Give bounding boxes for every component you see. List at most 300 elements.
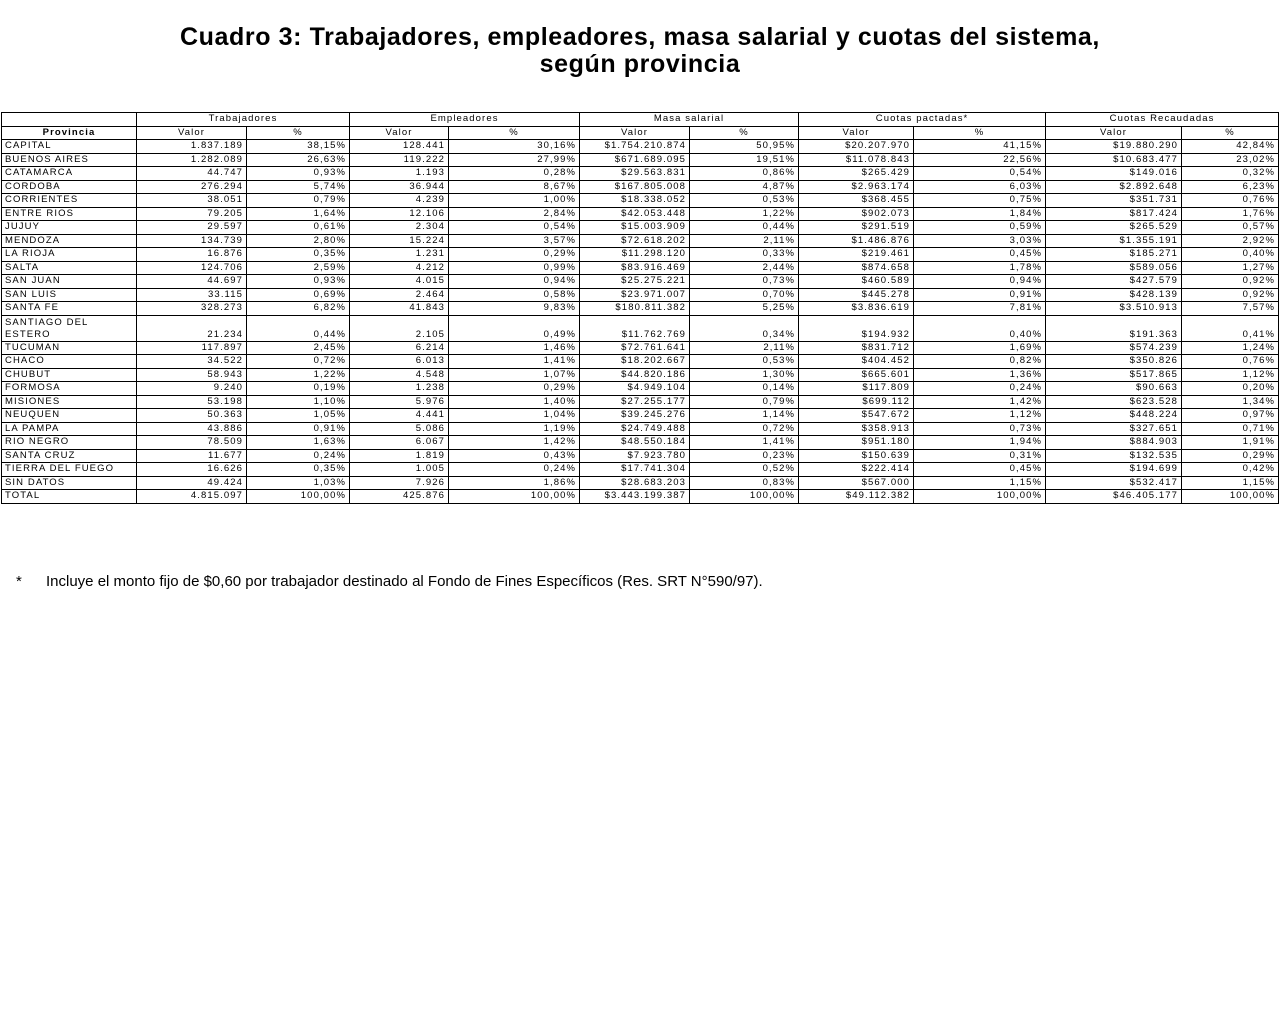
column-header: Valor — [580, 126, 690, 140]
province-cell: LA RIOJA — [2, 248, 137, 262]
value-cell: 1,15% — [914, 476, 1046, 490]
column-header: Valor — [137, 126, 247, 140]
value-cell: 0,44% — [690, 221, 799, 235]
value-cell: 0,83% — [690, 476, 799, 490]
value-cell: 0,42% — [1182, 463, 1279, 477]
province-cell: FORMOSA — [2, 382, 137, 396]
group-header: Cuotas Recaudadas — [1046, 113, 1279, 127]
table-row — [2, 436, 1279, 450]
value-cell: 1,12% — [914, 409, 1046, 423]
value-cell: $460.589 — [799, 275, 914, 289]
value-cell: $517.865 — [1046, 368, 1182, 382]
province-cell: RIO NEGRO — [2, 436, 137, 450]
value-cell: 0,44% — [247, 315, 350, 341]
value-cell: $445.278 — [799, 288, 914, 302]
province-cell: CAPITAL — [2, 140, 137, 154]
value-cell: 1.837.189 — [137, 140, 247, 154]
value-cell: $404.452 — [799, 355, 914, 369]
value-cell: $428.139 — [1046, 288, 1182, 302]
value-cell: 0,14% — [690, 382, 799, 396]
value-cell: 27,99% — [449, 153, 580, 167]
table-row — [2, 355, 1279, 369]
column-header: Valor — [799, 126, 914, 140]
table-body — [2, 140, 1279, 504]
value-cell: $874.658 — [799, 261, 914, 275]
value-cell: 3,03% — [914, 234, 1046, 248]
value-cell: 1,40% — [449, 395, 580, 409]
province-cell: SANTA CRUZ — [2, 449, 137, 463]
value-cell: 4.441 — [350, 409, 449, 423]
value-cell: $18.338.052 — [580, 194, 690, 208]
value-cell: 2,44% — [690, 261, 799, 275]
value-cell: $265.529 — [1046, 221, 1182, 235]
table-row — [2, 449, 1279, 463]
table-row — [2, 315, 1279, 341]
value-cell: $291.519 — [799, 221, 914, 235]
value-cell: $18.202.667 — [580, 355, 690, 369]
value-cell: 100,00% — [690, 490, 799, 504]
value-cell: $15.003.909 — [580, 221, 690, 235]
value-cell: 0,29% — [449, 248, 580, 262]
value-cell: 36.944 — [350, 180, 449, 194]
value-cell: $44.820.186 — [580, 368, 690, 382]
value-cell: $11.298.120 — [580, 248, 690, 262]
value-cell: $3.443.199.387 — [580, 490, 690, 504]
value-cell: $28.683.203 — [580, 476, 690, 490]
value-cell: 2.304 — [350, 221, 449, 235]
table-row — [2, 395, 1279, 409]
value-cell: $20.207.970 — [799, 140, 914, 154]
value-cell: 0,92% — [1182, 275, 1279, 289]
value-cell: 50,95% — [690, 140, 799, 154]
value-cell: 0,54% — [914, 167, 1046, 181]
value-cell: $11.762.769 — [580, 315, 690, 341]
province-cell: SANTIAGO DEL ESTERO — [2, 315, 137, 341]
value-cell: 4.815.097 — [137, 490, 247, 504]
value-cell: 0,72% — [247, 355, 350, 369]
table-row — [2, 234, 1279, 248]
value-cell: 328.273 — [137, 302, 247, 316]
value-cell: 1,86% — [449, 476, 580, 490]
value-cell: 0,19% — [247, 382, 350, 396]
value-cell: $150.639 — [799, 449, 914, 463]
value-cell: 4,87% — [690, 180, 799, 194]
value-cell: 2,84% — [449, 207, 580, 221]
value-cell: 2,11% — [690, 341, 799, 355]
value-cell: 16.626 — [137, 463, 247, 477]
value-cell: 0,35% — [247, 248, 350, 262]
value-cell: 6.067 — [350, 436, 449, 450]
value-cell: 15.224 — [350, 234, 449, 248]
value-cell: $17.741.304 — [580, 463, 690, 477]
value-cell: $368.455 — [799, 194, 914, 208]
value-cell: 1,63% — [247, 436, 350, 450]
value-cell: 0,75% — [914, 194, 1046, 208]
province-cell: SANTA FE — [2, 302, 137, 316]
value-cell: 0,91% — [247, 422, 350, 436]
value-cell: 0,35% — [247, 463, 350, 477]
value-cell: $48.550.184 — [580, 436, 690, 450]
value-cell: $884.903 — [1046, 436, 1182, 450]
value-cell: 2,80% — [247, 234, 350, 248]
value-cell: 0,28% — [449, 167, 580, 181]
value-cell: 1,30% — [690, 368, 799, 382]
value-cell: $671.689.095 — [580, 153, 690, 167]
value-cell: 0,73% — [690, 275, 799, 289]
value-cell: 0,32% — [1182, 167, 1279, 181]
value-cell: 1.005 — [350, 463, 449, 477]
value-cell: 1,03% — [247, 476, 350, 490]
value-cell: 1,94% — [914, 436, 1046, 450]
value-cell: $27.255.177 — [580, 395, 690, 409]
value-cell: 1,78% — [914, 261, 1046, 275]
value-cell: 0,79% — [690, 395, 799, 409]
value-cell: 1,05% — [247, 409, 350, 423]
value-cell: 1,41% — [449, 355, 580, 369]
table-row — [2, 463, 1279, 477]
value-cell: $589.056 — [1046, 261, 1182, 275]
value-cell: 0,61% — [247, 221, 350, 235]
value-cell: 119.222 — [350, 153, 449, 167]
value-cell: 4.015 — [350, 275, 449, 289]
sub-header-row — [2, 126, 1279, 140]
value-cell: 2.464 — [350, 288, 449, 302]
value-cell: 1,42% — [449, 436, 580, 450]
value-cell: 100,00% — [247, 490, 350, 504]
value-cell: 100,00% — [1182, 490, 1279, 504]
province-cell: CHUBUT — [2, 368, 137, 382]
value-cell: 425.876 — [350, 490, 449, 504]
table-row — [2, 302, 1279, 316]
value-cell: 0,20% — [1182, 382, 1279, 396]
footnote-mark: * — [16, 573, 22, 590]
value-cell: $2.892.648 — [1046, 180, 1182, 194]
value-cell: 34.522 — [137, 355, 247, 369]
value-cell: $90.663 — [1046, 382, 1182, 396]
value-cell: 0,29% — [1182, 449, 1279, 463]
value-cell: 1,19% — [449, 422, 580, 436]
value-cell: $72.761.641 — [580, 341, 690, 355]
value-cell: 1.819 — [350, 449, 449, 463]
value-cell: 9.240 — [137, 382, 247, 396]
value-cell: 0,23% — [690, 449, 799, 463]
value-cell: 2.105 — [350, 315, 449, 341]
value-cell: 43.886 — [137, 422, 247, 436]
footnote-text: Incluye el monto fijo de $0,60 por trabajador destinado al Fondo de Fines Específicos (Res. SRT N°590/97). — [46, 573, 763, 590]
value-cell: 1,15% — [1182, 476, 1279, 490]
value-cell: 41.843 — [350, 302, 449, 316]
value-cell: 1,12% — [1182, 368, 1279, 382]
value-cell: 1,64% — [247, 207, 350, 221]
value-cell: 44.747 — [137, 167, 247, 181]
value-cell: $350.826 — [1046, 355, 1182, 369]
value-cell: $29.563.831 — [580, 167, 690, 181]
value-cell: $327.651 — [1046, 422, 1182, 436]
table-row — [2, 140, 1279, 154]
value-cell: $448.224 — [1046, 409, 1182, 423]
value-cell: 0,24% — [449, 463, 580, 477]
value-cell: 117.897 — [137, 341, 247, 355]
value-cell: 5.976 — [350, 395, 449, 409]
province-cell: SAN JUAN — [2, 275, 137, 289]
corner-cell — [2, 113, 137, 127]
value-cell: 50.363 — [137, 409, 247, 423]
value-cell: 4.239 — [350, 194, 449, 208]
value-cell: 0,76% — [1182, 194, 1279, 208]
footnote — [16, 573, 763, 590]
province-cell: TUCUMAN — [2, 341, 137, 355]
value-cell: $574.239 — [1046, 341, 1182, 355]
value-cell: 79.205 — [137, 207, 247, 221]
province-cell: JUJUY — [2, 221, 137, 235]
value-cell: 4.548 — [350, 368, 449, 382]
value-cell: 1,69% — [914, 341, 1046, 355]
value-cell: 1,14% — [690, 409, 799, 423]
value-cell: 0,41% — [1182, 315, 1279, 341]
value-cell: 0,69% — [247, 288, 350, 302]
value-cell: 0,92% — [1182, 288, 1279, 302]
value-cell: $3.836.619 — [799, 302, 914, 316]
value-cell: 0,71% — [1182, 422, 1279, 436]
value-cell: $567.000 — [799, 476, 914, 490]
province-cell: LA PAMPA — [2, 422, 137, 436]
value-cell: 9,83% — [449, 302, 580, 316]
value-cell: 42,84% — [1182, 140, 1279, 154]
value-cell: 41,15% — [914, 140, 1046, 154]
group-header-row — [2, 113, 1279, 127]
province-cell: MENDOZA — [2, 234, 137, 248]
value-cell: 2,11% — [690, 234, 799, 248]
value-cell: 0,72% — [690, 422, 799, 436]
value-cell: 0,99% — [449, 261, 580, 275]
value-cell: $72.618.202 — [580, 234, 690, 248]
value-cell: 11.677 — [137, 449, 247, 463]
group-header: Masa salarial — [580, 113, 799, 127]
province-cell: SAN LUIS — [2, 288, 137, 302]
value-cell: 23,02% — [1182, 153, 1279, 167]
column-header: % — [1182, 126, 1279, 140]
value-cell: $951.180 — [799, 436, 914, 450]
value-cell: 49.424 — [137, 476, 247, 490]
value-cell: 30,16% — [449, 140, 580, 154]
value-cell: $427.579 — [1046, 275, 1182, 289]
province-cell: MISIONES — [2, 395, 137, 409]
value-cell: 0,31% — [914, 449, 1046, 463]
value-cell: 0,91% — [914, 288, 1046, 302]
value-cell: 0,54% — [449, 221, 580, 235]
value-cell: 0,93% — [247, 167, 350, 181]
value-cell: 26,63% — [247, 153, 350, 167]
column-header: Provincia — [2, 126, 137, 140]
value-cell: 44.697 — [137, 275, 247, 289]
value-cell: 0,94% — [914, 275, 1046, 289]
value-cell: $265.429 — [799, 167, 914, 181]
table-row — [2, 261, 1279, 275]
value-cell: 6,03% — [914, 180, 1046, 194]
value-cell: $10.683.477 — [1046, 153, 1182, 167]
value-cell: $1.355.191 — [1046, 234, 1182, 248]
value-cell: 1,34% — [1182, 395, 1279, 409]
value-cell: $194.932 — [799, 315, 914, 341]
value-cell: 0,53% — [690, 355, 799, 369]
value-cell: $11.078.843 — [799, 153, 914, 167]
value-cell: $1.486.876 — [799, 234, 914, 248]
value-cell: $19.880.290 — [1046, 140, 1182, 154]
value-cell: 1,42% — [914, 395, 1046, 409]
value-cell: 0,58% — [449, 288, 580, 302]
value-cell: 1.282.089 — [137, 153, 247, 167]
value-cell: 1,24% — [1182, 341, 1279, 355]
value-cell: 1,10% — [247, 395, 350, 409]
value-cell: $167.805.008 — [580, 180, 690, 194]
data-table — [1, 112, 1279, 504]
title-line-2: según provincia — [539, 50, 741, 78]
value-cell: 0,43% — [449, 449, 580, 463]
table-row — [2, 221, 1279, 235]
value-cell: 0,73% — [914, 422, 1046, 436]
value-cell: 53.198 — [137, 395, 247, 409]
value-cell: 38.051 — [137, 194, 247, 208]
value-cell: 1,22% — [247, 368, 350, 382]
value-cell: $83.916.469 — [580, 261, 690, 275]
value-cell: $219.461 — [799, 248, 914, 262]
value-cell: 2,45% — [247, 341, 350, 355]
value-cell: $532.417 — [1046, 476, 1182, 490]
value-cell: $117.809 — [799, 382, 914, 396]
value-cell: 0,40% — [1182, 248, 1279, 262]
table-row — [2, 490, 1279, 504]
value-cell: 12.106 — [350, 207, 449, 221]
value-cell: 7,57% — [1182, 302, 1279, 316]
table-row — [2, 194, 1279, 208]
value-cell: $42.053.448 — [580, 207, 690, 221]
group-header: Empleadores — [350, 113, 580, 127]
value-cell: $1.754.210.874 — [580, 140, 690, 154]
value-cell: 0,24% — [247, 449, 350, 463]
value-cell: 0,93% — [247, 275, 350, 289]
value-cell: 1,07% — [449, 368, 580, 382]
value-cell: $699.112 — [799, 395, 914, 409]
table-row — [2, 288, 1279, 302]
value-cell: 2,59% — [247, 261, 350, 275]
value-cell: 0,24% — [914, 382, 1046, 396]
province-cell: CORRIENTES — [2, 194, 137, 208]
value-cell: 100,00% — [449, 490, 580, 504]
value-cell: 0,70% — [690, 288, 799, 302]
value-cell: $817.424 — [1046, 207, 1182, 221]
value-cell: 0,79% — [247, 194, 350, 208]
group-header: Cuotas pactadas* — [799, 113, 1046, 127]
value-cell: 33.115 — [137, 288, 247, 302]
value-cell: $4.949.104 — [580, 382, 690, 396]
value-cell: $185.271 — [1046, 248, 1182, 262]
value-cell: 1,91% — [1182, 436, 1279, 450]
value-cell: 1.238 — [350, 382, 449, 396]
value-cell: 0,86% — [690, 167, 799, 181]
value-cell: $23.971.007 — [580, 288, 690, 302]
table-row — [2, 275, 1279, 289]
value-cell: $665.601 — [799, 368, 914, 382]
value-cell: $39.245.276 — [580, 409, 690, 423]
value-cell: 3,57% — [449, 234, 580, 248]
province-cell: CHACO — [2, 355, 137, 369]
province-cell: SALTA — [2, 261, 137, 275]
value-cell: 21.234 — [137, 315, 247, 341]
value-cell: $49.112.382 — [799, 490, 914, 504]
value-cell: $3.510.913 — [1046, 302, 1182, 316]
value-cell: 134.739 — [137, 234, 247, 248]
table-row — [2, 409, 1279, 423]
column-header: % — [449, 126, 580, 140]
value-cell: 58.943 — [137, 368, 247, 382]
province-cell: TOTAL — [2, 490, 137, 504]
value-cell: 276.294 — [137, 180, 247, 194]
value-cell: $7.923.780 — [580, 449, 690, 463]
value-cell: 128.441 — [350, 140, 449, 154]
value-cell: 124.706 — [137, 261, 247, 275]
value-cell: 7,81% — [914, 302, 1046, 316]
value-cell: $24.749.488 — [580, 422, 690, 436]
table-row — [2, 207, 1279, 221]
value-cell: $46.405.177 — [1046, 490, 1182, 504]
value-cell: $191.363 — [1046, 315, 1182, 341]
value-cell: 2,92% — [1182, 234, 1279, 248]
value-cell: 1,76% — [1182, 207, 1279, 221]
value-cell: 19,51% — [690, 153, 799, 167]
value-cell: 0,76% — [1182, 355, 1279, 369]
value-cell: 0,45% — [914, 463, 1046, 477]
province-cell: SIN DATOS — [2, 476, 137, 490]
value-cell: 29.597 — [137, 221, 247, 235]
province-cell: NEUQUEN — [2, 409, 137, 423]
value-cell: 0,49% — [449, 315, 580, 341]
value-cell: 6.214 — [350, 341, 449, 355]
column-header: Valor — [1046, 126, 1182, 140]
value-cell: 78.509 — [137, 436, 247, 450]
value-cell: 1,22% — [690, 207, 799, 221]
value-cell: 1.193 — [350, 167, 449, 181]
table-row — [2, 180, 1279, 194]
value-cell: $180.811.382 — [580, 302, 690, 316]
table-row — [2, 476, 1279, 490]
table-row — [2, 167, 1279, 181]
value-cell: $132.535 — [1046, 449, 1182, 463]
value-cell: $358.913 — [799, 422, 914, 436]
column-header: % — [247, 126, 350, 140]
column-header: Valor — [350, 126, 449, 140]
column-header: % — [914, 126, 1046, 140]
value-cell: $547.672 — [799, 409, 914, 423]
value-cell: 38,15% — [247, 140, 350, 154]
value-cell: 0,45% — [914, 248, 1046, 262]
value-cell: 5,74% — [247, 180, 350, 194]
value-cell: $831.712 — [799, 341, 914, 355]
value-cell: 1,46% — [449, 341, 580, 355]
value-cell: $194.699 — [1046, 463, 1182, 477]
title-line-1: Cuadro 3: Trabajadores, empleadores, masa salarial y cuotas del sistema, — [180, 23, 1100, 51]
value-cell: 1,04% — [449, 409, 580, 423]
value-cell: 0,57% — [1182, 221, 1279, 235]
value-cell: 1,36% — [914, 368, 1046, 382]
province-cell: TIERRA DEL FUEGO — [2, 463, 137, 477]
value-cell: 7.926 — [350, 476, 449, 490]
value-cell: 0,53% — [690, 194, 799, 208]
province-cell: BUENOS AIRES — [2, 153, 137, 167]
table-row — [2, 341, 1279, 355]
value-cell: 5.086 — [350, 422, 449, 436]
province-cell: CORDOBA — [2, 180, 137, 194]
value-cell: 0,82% — [914, 355, 1046, 369]
